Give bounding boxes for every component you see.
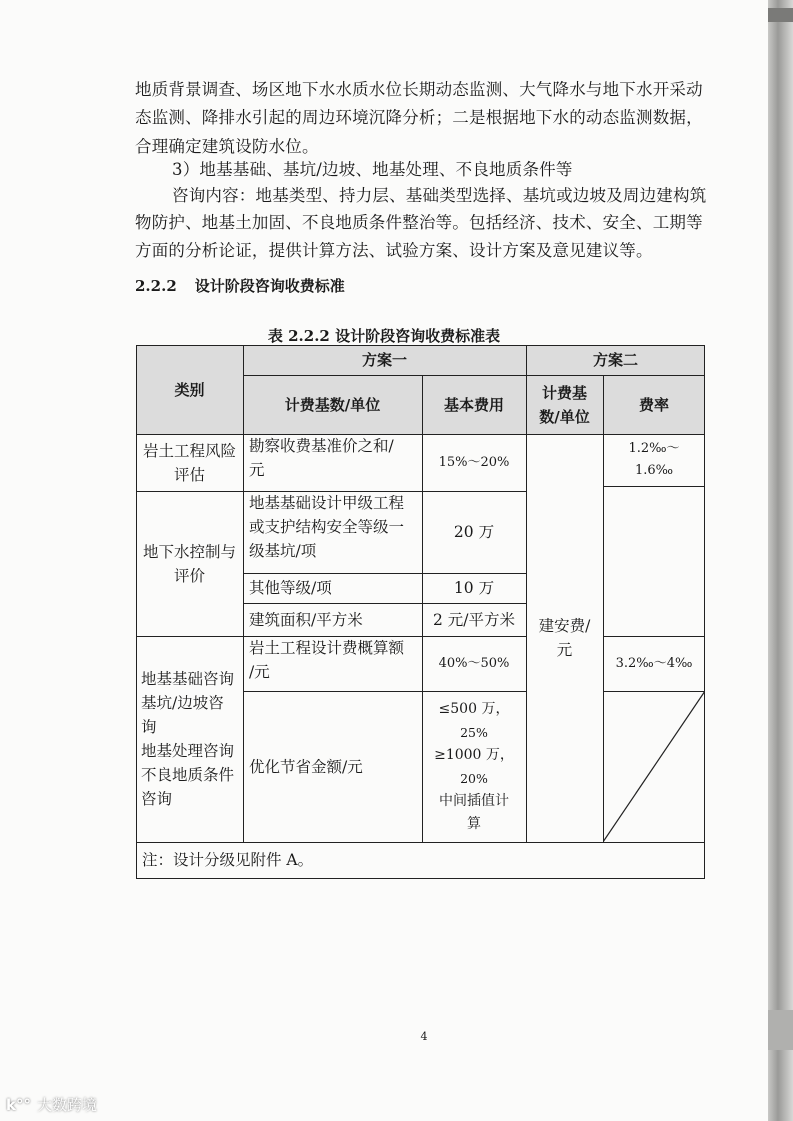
- row1-category: 岩土工程风险 评估: [142, 441, 236, 484]
- caption-number: 2.2.2: [288, 327, 330, 345]
- row3-category: 地基基础咨询 基坑/边坡咨 询 地基处理咨询 不良地质条件 咨询: [141, 670, 235, 808]
- page-number: 4: [420, 1030, 428, 1043]
- header-plan1: 方案一: [243, 345, 526, 375]
- row2a-base: 地基基础设计甲级工程 或支护结构安全等级一 级基坑/项: [249, 494, 405, 560]
- row3b-fee: ≤500 万， 25% ≥1000 万， 20% 中间插值计 算: [434, 700, 514, 832]
- table-note: 注：设计分级见附件 A。: [142, 851, 314, 869]
- empty-cell-diagonal: [603, 691, 705, 842]
- body-line-5: 咨询内容：地基类型、持力层、基础类型选择、基坑或边坡及周边建构筑: [172, 186, 707, 205]
- row1-base: 勘察收费基准价之和/ 元: [249, 437, 394, 479]
- section-title: 设计阶段咨询收费标准: [194, 277, 345, 295]
- row3b-base: 优化节省金额/元: [249, 757, 363, 776]
- table-caption: [0, 325, 768, 346]
- caption-prefix: 表: [267, 327, 283, 345]
- body-line-2: 态监测、降排水引起的周边环境沉降分析；二是根据地下水的动态监测数据，: [135, 108, 703, 127]
- logo-text: 大数跨境: [36, 1096, 97, 1114]
- body-line-1: 地质背景调查、场区地下水水质水位长期动态监测、大气降水与地下水开采动: [135, 80, 703, 99]
- header-rate: 费率: [603, 375, 705, 434]
- header-base-unit: 计费基数/单位: [243, 375, 422, 434]
- row1-fee: 15%～20%: [438, 454, 510, 470]
- plan2-base: 建安费/ 元: [538, 617, 591, 659]
- header-basic-fee: 基本费用: [422, 375, 526, 434]
- header-plan2: 方案二: [526, 345, 705, 375]
- row2c-base: 建筑面积/平方米: [249, 610, 363, 629]
- body-line-7: 方面的分析论证，提供计算方法、试验方案、设计方案及意见建议等。: [135, 241, 653, 260]
- row3a-base: 岩土工程设计费概算额 /元: [249, 639, 405, 681]
- row2b-base: 其他等级/项: [249, 579, 332, 597]
- row2c-fee: 2 元/平方米: [432, 610, 515, 629]
- body-line-3: 合理确定建筑设防水位。: [135, 137, 319, 156]
- section-heading: [135, 275, 345, 296]
- body-line-4: 3）地基基础、基坑/边坡、地基处理、不良地质条件等: [172, 160, 573, 179]
- brand-logo: [6, 1094, 97, 1115]
- fee-standard-table: [136, 345, 705, 878]
- caption-title: 设计阶段咨询收费标准表: [335, 327, 501, 345]
- section-number: 2.2.2: [135, 277, 177, 295]
- scan-edge: [768, 0, 793, 1121]
- row3a-rate: 3.2‰～4‰: [615, 655, 693, 671]
- header-category: 类别: [136, 345, 243, 434]
- body-line-6: 物防护、地基土加固、不良地质条件整治等。包括经济、技术、安全、工期等: [135, 213, 703, 232]
- row2b-fee: 10 万: [453, 579, 495, 597]
- row2a-fee: 20 万: [453, 523, 495, 541]
- row1-rate: 1.2‰～ 1.6‰: [628, 441, 680, 478]
- row3a-fee: 40%～50%: [438, 655, 510, 671]
- header-base-unit-2: 计费基 数/单位: [526, 375, 603, 434]
- logo-mark: k°°: [6, 1096, 31, 1114]
- row2-category: 地下水控制与 评价: [142, 542, 236, 585]
